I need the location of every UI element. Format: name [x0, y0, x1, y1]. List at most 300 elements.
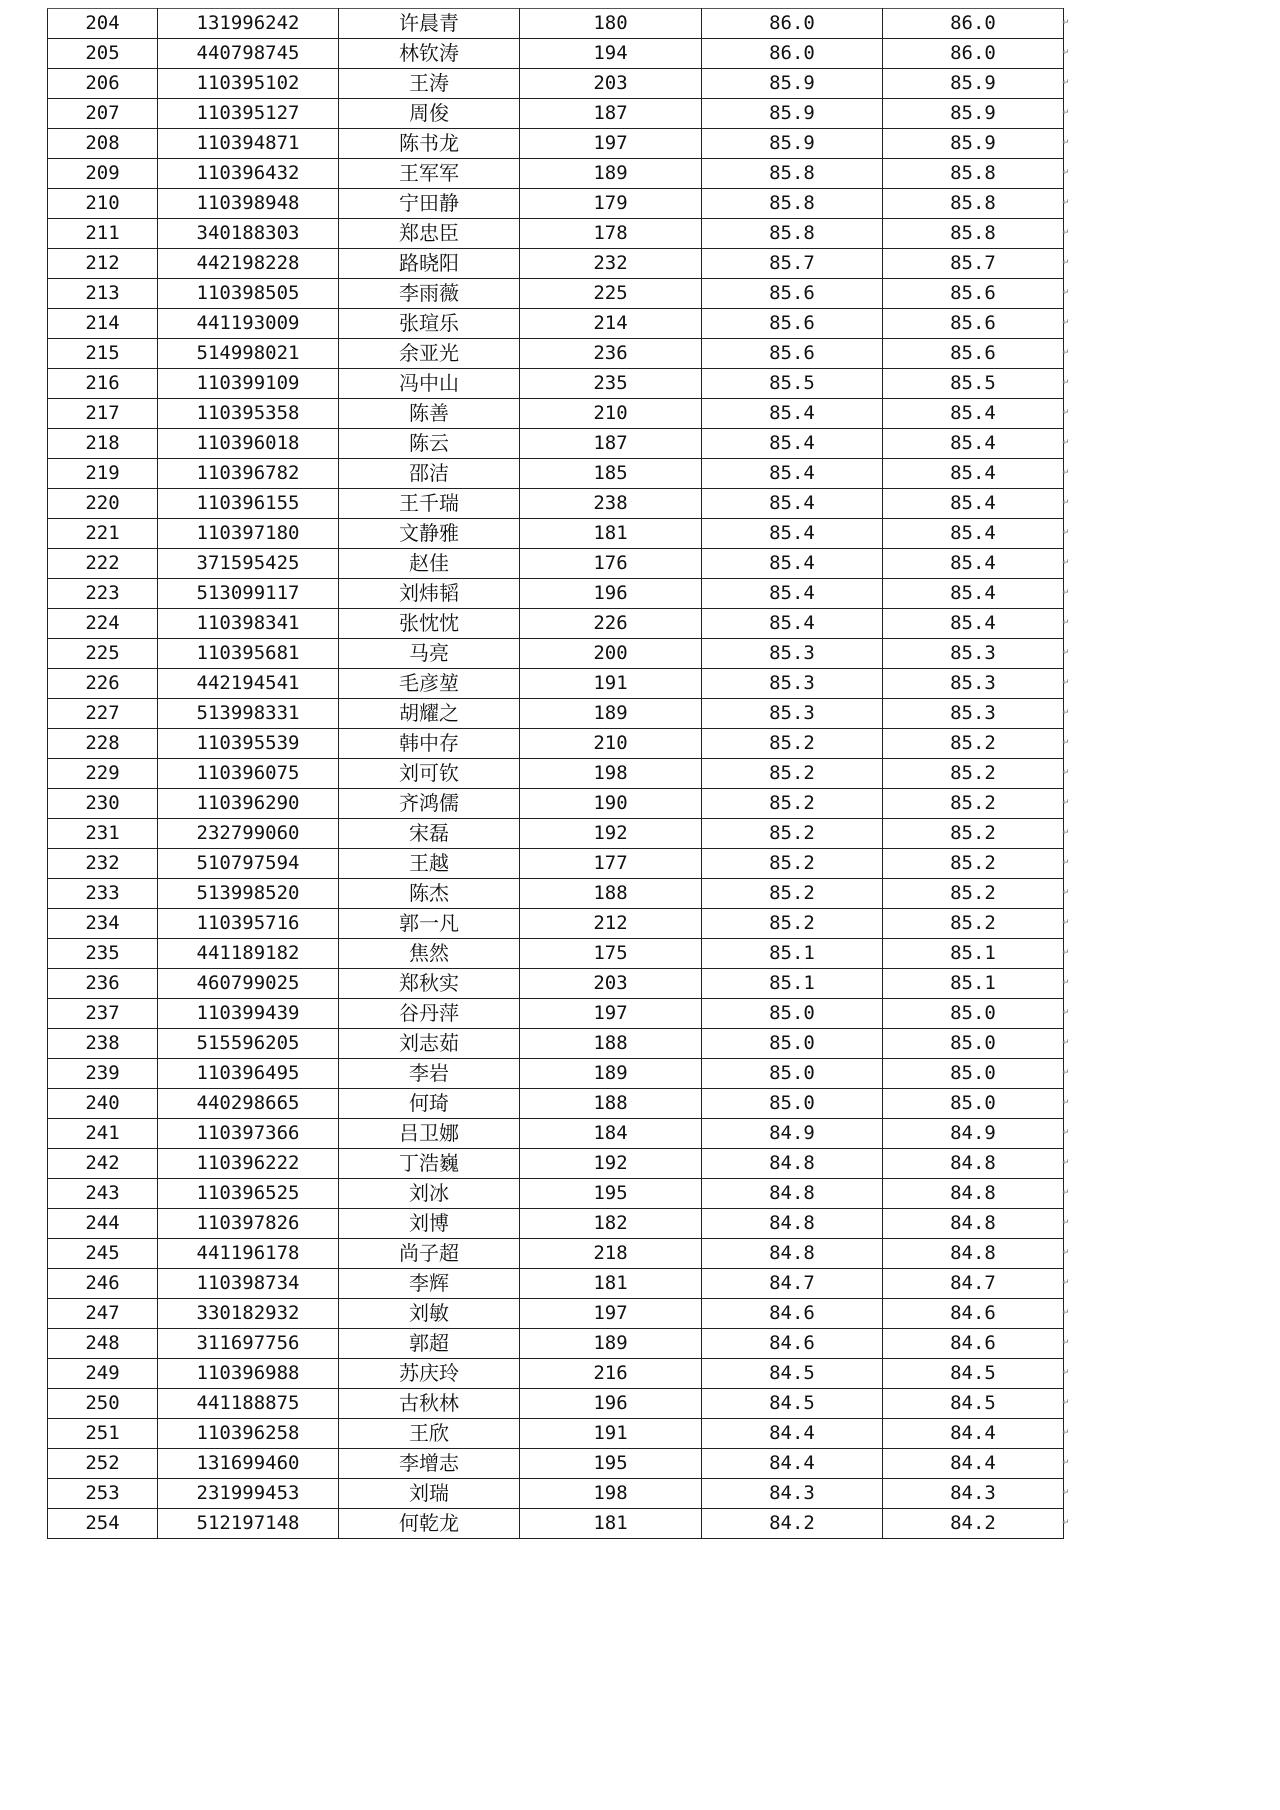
- interview-score-cell: 84.8: [702, 1179, 883, 1209]
- total-score-cell: 85.7: [883, 249, 1064, 279]
- name-cell: 苏庆玲: [339, 1359, 520, 1389]
- name-cell: 王欣: [339, 1419, 520, 1449]
- total-score-cell: 84.8: [883, 1239, 1064, 1269]
- exam-id-cell: 110398341: [158, 609, 339, 639]
- name-cell: 刘敏: [339, 1299, 520, 1329]
- total-score-cell: 84.8: [883, 1179, 1064, 1209]
- table-row: [48, 1269, 1064, 1299]
- rank-cell: 241: [48, 1119, 158, 1149]
- written-score-cell: 235: [520, 369, 702, 399]
- name-cell: 宁田静: [339, 189, 520, 219]
- written-score-cell: 203: [520, 969, 702, 999]
- table-row: [48, 1119, 1064, 1149]
- total-score-cell: 85.4: [883, 399, 1064, 429]
- interview-score-cell: 84.6: [702, 1329, 883, 1359]
- exam-id-cell: 110395716: [158, 909, 339, 939]
- written-score-cell: 175: [520, 939, 702, 969]
- interview-score-cell: 84.6: [702, 1299, 883, 1329]
- exam-id-cell: 513998331: [158, 699, 339, 729]
- table-row: [48, 339, 1064, 369]
- written-score-cell: 196: [520, 1389, 702, 1419]
- name-cell: 郑忠臣: [339, 219, 520, 249]
- rank-cell: 246: [48, 1269, 158, 1299]
- exam-id-cell: 131699460: [158, 1449, 339, 1479]
- written-score-cell: 216: [520, 1359, 702, 1389]
- total-score-cell: 85.4: [883, 549, 1064, 579]
- row-end-mark: ↵: [1062, 48, 1070, 58]
- interview-score-cell: 84.4: [702, 1449, 883, 1479]
- table-row: [48, 1479, 1064, 1509]
- interview-score-cell: 86.0: [702, 39, 883, 69]
- total-score-cell: 85.6: [883, 279, 1064, 309]
- exam-id-cell: 513099117: [158, 579, 339, 609]
- rank-cell: 238: [48, 1029, 158, 1059]
- name-cell: 许晨青: [339, 9, 520, 39]
- rank-cell: 229: [48, 759, 158, 789]
- table-row: [48, 519, 1064, 549]
- name-cell: 郑秋实: [339, 969, 520, 999]
- total-score-cell: 85.5: [883, 369, 1064, 399]
- row-end-mark: ↵: [1062, 318, 1070, 328]
- row-end-mark: ↵: [1062, 1278, 1070, 1288]
- total-score-cell: 85.0: [883, 1059, 1064, 1089]
- interview-score-cell: 85.5: [702, 369, 883, 399]
- interview-score-cell: 85.3: [702, 639, 883, 669]
- name-cell: 吕卫娜: [339, 1119, 520, 1149]
- name-cell: 刘志茹: [339, 1029, 520, 1059]
- rank-cell: 228: [48, 729, 158, 759]
- row-end-mark: ↵: [1062, 1308, 1070, 1318]
- rank-cell: 209: [48, 159, 158, 189]
- exam-id-cell: 110395102: [158, 69, 339, 99]
- rank-cell: 233: [48, 879, 158, 909]
- exam-id-cell: 110398505: [158, 279, 339, 309]
- exam-id-cell: 110399109: [158, 369, 339, 399]
- name-cell: 张忱忱: [339, 609, 520, 639]
- total-score-cell: 85.4: [883, 459, 1064, 489]
- table-row: [48, 789, 1064, 819]
- exam-id-cell: 515596205: [158, 1029, 339, 1059]
- table-row: [48, 189, 1064, 219]
- written-score-cell: 190: [520, 789, 702, 819]
- row-end-mark: ↵: [1062, 1488, 1070, 1498]
- table-row: [48, 1089, 1064, 1119]
- exam-id-cell: 110397366: [158, 1119, 339, 1149]
- rank-cell: 205: [48, 39, 158, 69]
- interview-score-cell: 85.6: [702, 279, 883, 309]
- exam-id-cell: 110396290: [158, 789, 339, 819]
- interview-score-cell: 85.2: [702, 909, 883, 939]
- rank-cell: 208: [48, 129, 158, 159]
- table-row: [48, 639, 1064, 669]
- name-cell: 谷丹萍: [339, 999, 520, 1029]
- name-cell: 刘瑞: [339, 1479, 520, 1509]
- name-cell: 王千瑞: [339, 489, 520, 519]
- table-row: [48, 549, 1064, 579]
- rank-cell: 225: [48, 639, 158, 669]
- total-score-cell: 84.3: [883, 1479, 1064, 1509]
- total-score-cell: 85.4: [883, 519, 1064, 549]
- name-cell: 李岩: [339, 1059, 520, 1089]
- rank-cell: 242: [48, 1149, 158, 1179]
- row-end-mark: ↵: [1062, 1338, 1070, 1348]
- table-row: [48, 429, 1064, 459]
- rank-cell: 253: [48, 1479, 158, 1509]
- name-cell: 林钦涛: [339, 39, 520, 69]
- name-cell: 周俊: [339, 99, 520, 129]
- row-end-mark: ↵: [1062, 588, 1070, 598]
- rank-cell: 239: [48, 1059, 158, 1089]
- total-score-cell: 85.6: [883, 339, 1064, 369]
- total-score-cell: 85.9: [883, 129, 1064, 159]
- rank-cell: 219: [48, 459, 158, 489]
- rank-cell: 216: [48, 369, 158, 399]
- rank-cell: 223: [48, 579, 158, 609]
- written-score-cell: 188: [520, 1089, 702, 1119]
- written-score-cell: 232: [520, 249, 702, 279]
- table-row: [48, 909, 1064, 939]
- table-row: [48, 159, 1064, 189]
- name-cell: 路晓阳: [339, 249, 520, 279]
- written-score-cell: 198: [520, 759, 702, 789]
- row-end-mark: ↵: [1062, 1128, 1070, 1138]
- total-score-cell: 85.2: [883, 789, 1064, 819]
- row-end-mark: ↵: [1062, 138, 1070, 148]
- exam-id-cell: 110396018: [158, 429, 339, 459]
- name-cell: 陈云: [339, 429, 520, 459]
- written-score-cell: 210: [520, 729, 702, 759]
- table-row: [48, 489, 1064, 519]
- written-score-cell: 226: [520, 609, 702, 639]
- total-score-cell: 85.0: [883, 1029, 1064, 1059]
- rank-cell: 210: [48, 189, 158, 219]
- table-row: [48, 1239, 1064, 1269]
- row-end-mark: ↵: [1062, 108, 1070, 118]
- row-end-mark: ↵: [1062, 1158, 1070, 1168]
- row-end-mark: ↵: [1062, 528, 1070, 538]
- rank-cell: 251: [48, 1419, 158, 1449]
- row-end-mark: ↵: [1062, 1368, 1070, 1378]
- exam-id-cell: 110398734: [158, 1269, 339, 1299]
- total-score-cell: 85.6: [883, 309, 1064, 339]
- written-score-cell: 195: [520, 1449, 702, 1479]
- total-score-cell: 84.4: [883, 1449, 1064, 1479]
- exam-id-cell: 330182932: [158, 1299, 339, 1329]
- table-row: [48, 1389, 1064, 1419]
- total-score-cell: 85.8: [883, 189, 1064, 219]
- written-score-cell: 187: [520, 429, 702, 459]
- name-cell: 邵洁: [339, 459, 520, 489]
- row-end-mark: ↵: [1062, 798, 1070, 808]
- interview-score-cell: 84.2: [702, 1509, 883, 1539]
- interview-score-cell: 84.4: [702, 1419, 883, 1449]
- name-cell: 张瑄乐: [339, 309, 520, 339]
- total-score-cell: 85.2: [883, 729, 1064, 759]
- name-cell: 王涛: [339, 69, 520, 99]
- interview-score-cell: 84.8: [702, 1209, 883, 1239]
- interview-score-cell: 85.1: [702, 969, 883, 999]
- table-row: [48, 1209, 1064, 1239]
- row-end-mark: ↵: [1062, 858, 1070, 868]
- interview-score-cell: 85.4: [702, 459, 883, 489]
- exam-id-cell: 110395127: [158, 99, 339, 129]
- total-score-cell: 84.5: [883, 1389, 1064, 1419]
- exam-id-cell: 110395681: [158, 639, 339, 669]
- total-score-cell: 85.2: [883, 879, 1064, 909]
- name-cell: 毛彦堃: [339, 669, 520, 699]
- exam-id-cell: 460799025: [158, 969, 339, 999]
- table-row: [48, 369, 1064, 399]
- interview-score-cell: 84.5: [702, 1389, 883, 1419]
- row-end-mark: ↵: [1062, 288, 1070, 298]
- table-row: [48, 669, 1064, 699]
- interview-score-cell: 85.0: [702, 1029, 883, 1059]
- table-row: [48, 279, 1064, 309]
- exam-id-cell: 231999453: [158, 1479, 339, 1509]
- rank-cell: 227: [48, 699, 158, 729]
- table-row: [48, 939, 1064, 969]
- row-end-mark: ↵: [1062, 1458, 1070, 1468]
- rank-cell: 220: [48, 489, 158, 519]
- rank-cell: 215: [48, 339, 158, 369]
- rank-cell: 254: [48, 1509, 158, 1539]
- rank-cell: 244: [48, 1209, 158, 1239]
- row-end-mark: ↵: [1062, 678, 1070, 688]
- total-score-cell: 85.3: [883, 639, 1064, 669]
- total-score-cell: 84.2: [883, 1509, 1064, 1539]
- interview-score-cell: 85.4: [702, 399, 883, 429]
- written-score-cell: 191: [520, 1419, 702, 1449]
- exam-id-cell: 441196178: [158, 1239, 339, 1269]
- total-score-cell: 86.0: [883, 9, 1064, 39]
- name-cell: 刘博: [339, 1209, 520, 1239]
- table-row: [48, 249, 1064, 279]
- table-row: [48, 1029, 1064, 1059]
- interview-score-cell: 85.0: [702, 999, 883, 1029]
- rank-cell: 236: [48, 969, 158, 999]
- exam-id-cell: 110398948: [158, 189, 339, 219]
- table-row: [48, 849, 1064, 879]
- name-cell: 刘炜韬: [339, 579, 520, 609]
- table-row: [48, 969, 1064, 999]
- name-cell: 焦然: [339, 939, 520, 969]
- rank-cell: 252: [48, 1449, 158, 1479]
- exam-id-cell: 110396222: [158, 1149, 339, 1179]
- total-score-cell: 85.3: [883, 669, 1064, 699]
- score-table-body: [48, 9, 1064, 1539]
- interview-score-cell: 84.7: [702, 1269, 883, 1299]
- row-end-mark: ↵: [1062, 1038, 1070, 1048]
- table-row: [48, 1359, 1064, 1389]
- total-score-cell: 85.8: [883, 159, 1064, 189]
- exam-id-cell: 440798745: [158, 39, 339, 69]
- total-score-cell: 85.4: [883, 609, 1064, 639]
- rank-cell: 206: [48, 69, 158, 99]
- rank-cell: 218: [48, 429, 158, 459]
- row-end-mark: ↵: [1062, 1398, 1070, 1408]
- total-score-cell: 84.5: [883, 1359, 1064, 1389]
- row-end-mark: ↵: [1062, 888, 1070, 898]
- rank-cell: 224: [48, 609, 158, 639]
- table-row: [48, 1419, 1064, 1449]
- exam-id-cell: 442194541: [158, 669, 339, 699]
- name-cell: 郭一凡: [339, 909, 520, 939]
- row-end-mark: ↵: [1062, 978, 1070, 988]
- written-score-cell: 236: [520, 339, 702, 369]
- table-row: [48, 1179, 1064, 1209]
- written-score-cell: 178: [520, 219, 702, 249]
- name-cell: 王越: [339, 849, 520, 879]
- exam-id-cell: 110397180: [158, 519, 339, 549]
- row-end-mark: ↵: [1062, 918, 1070, 928]
- written-score-cell: 180: [520, 9, 702, 39]
- table-row: [48, 1449, 1064, 1479]
- table-row: [48, 759, 1064, 789]
- row-end-mark: ↵: [1062, 228, 1070, 238]
- written-score-cell: 176: [520, 549, 702, 579]
- row-end-mark: ↵: [1062, 168, 1070, 178]
- exam-id-cell: 110399439: [158, 999, 339, 1029]
- table-row: [48, 1329, 1064, 1359]
- name-cell: 古秋林: [339, 1389, 520, 1419]
- interview-score-cell: 85.3: [702, 699, 883, 729]
- total-score-cell: 85.1: [883, 939, 1064, 969]
- rank-cell: 247: [48, 1299, 158, 1329]
- row-end-mark: ↵: [1062, 18, 1070, 28]
- name-cell: 韩中存: [339, 729, 520, 759]
- exam-id-cell: 440298665: [158, 1089, 339, 1119]
- row-end-mark: ↵: [1062, 708, 1070, 718]
- table-row: [48, 129, 1064, 159]
- written-score-cell: 184: [520, 1119, 702, 1149]
- total-score-cell: 85.4: [883, 579, 1064, 609]
- table-row: [48, 819, 1064, 849]
- written-score-cell: 189: [520, 1329, 702, 1359]
- name-cell: 冯中山: [339, 369, 520, 399]
- exam-id-cell: 110396432: [158, 159, 339, 189]
- written-score-cell: 189: [520, 159, 702, 189]
- interview-score-cell: 85.2: [702, 849, 883, 879]
- exam-id-cell: 110396258: [158, 1419, 339, 1449]
- written-score-cell: 179: [520, 189, 702, 219]
- row-end-mark: ↵: [1062, 408, 1070, 418]
- written-score-cell: 192: [520, 1149, 702, 1179]
- row-end-mark: ↵: [1062, 498, 1070, 508]
- total-score-cell: 85.4: [883, 429, 1064, 459]
- interview-score-cell: 85.2: [702, 879, 883, 909]
- name-cell: 刘冰: [339, 1179, 520, 1209]
- total-score-cell: 84.7: [883, 1269, 1064, 1299]
- interview-score-cell: 85.0: [702, 1089, 883, 1119]
- name-cell: 余亚光: [339, 339, 520, 369]
- rank-cell: 237: [48, 999, 158, 1029]
- row-end-mark: ↵: [1062, 738, 1070, 748]
- interview-score-cell: 85.2: [702, 759, 883, 789]
- total-score-cell: 84.6: [883, 1329, 1064, 1359]
- table-row: [48, 99, 1064, 129]
- row-end-mark: ↵: [1062, 438, 1070, 448]
- rank-cell: 211: [48, 219, 158, 249]
- interview-score-cell: 84.8: [702, 1149, 883, 1179]
- name-cell: 李增志: [339, 1449, 520, 1479]
- name-cell: 尚子超: [339, 1239, 520, 1269]
- interview-score-cell: 85.0: [702, 1059, 883, 1089]
- table-row: [48, 1059, 1064, 1089]
- name-cell: 何乾龙: [339, 1509, 520, 1539]
- row-end-mark: ↵: [1062, 468, 1070, 478]
- exam-id-cell: 110396075: [158, 759, 339, 789]
- exam-id-cell: 232799060: [158, 819, 339, 849]
- name-cell: 李雨薇: [339, 279, 520, 309]
- exam-id-cell: 311697756: [158, 1329, 339, 1359]
- exam-id-cell: 441189182: [158, 939, 339, 969]
- exam-id-cell: 512197148: [158, 1509, 339, 1539]
- interview-score-cell: 86.0: [702, 9, 883, 39]
- rank-cell: 221: [48, 519, 158, 549]
- total-score-cell: 84.6: [883, 1299, 1064, 1329]
- written-score-cell: 196: [520, 579, 702, 609]
- total-score-cell: 85.2: [883, 759, 1064, 789]
- row-end-mark: ↵: [1062, 768, 1070, 778]
- row-end-mark: ↵: [1062, 1188, 1070, 1198]
- table-row: [48, 1149, 1064, 1179]
- row-end-mark: ↵: [1062, 198, 1070, 208]
- written-score-cell: 192: [520, 819, 702, 849]
- total-score-cell: 85.2: [883, 909, 1064, 939]
- interview-score-cell: 85.1: [702, 939, 883, 969]
- total-score-cell: 84.8: [883, 1149, 1064, 1179]
- interview-score-cell: 85.6: [702, 309, 883, 339]
- name-cell: 刘可钦: [339, 759, 520, 789]
- row-end-mark: ↵: [1062, 1098, 1070, 1108]
- row-end-mark: ↵: [1062, 378, 1070, 388]
- exam-id-cell: 442198228: [158, 249, 339, 279]
- interview-score-cell: 85.8: [702, 189, 883, 219]
- table-row: [48, 609, 1064, 639]
- table-row: [48, 999, 1064, 1029]
- written-score-cell: 182: [520, 1209, 702, 1239]
- interview-score-cell: 85.2: [702, 819, 883, 849]
- exam-id-cell: 340188303: [158, 219, 339, 249]
- rank-cell: 243: [48, 1179, 158, 1209]
- row-end-mark: ↵: [1062, 1518, 1070, 1528]
- table-row: [48, 219, 1064, 249]
- rank-cell: 245: [48, 1239, 158, 1269]
- table-row: [48, 39, 1064, 69]
- table-row: [48, 1299, 1064, 1329]
- row-end-mark: ↵: [1062, 1008, 1070, 1018]
- table-row: [48, 69, 1064, 99]
- interview-score-cell: 85.4: [702, 429, 883, 459]
- written-score-cell: 198: [520, 1479, 702, 1509]
- written-score-cell: 197: [520, 1299, 702, 1329]
- table-row: [48, 459, 1064, 489]
- interview-score-cell: 85.8: [702, 219, 883, 249]
- rank-cell: 235: [48, 939, 158, 969]
- interview-score-cell: 85.4: [702, 609, 883, 639]
- table-row: [48, 309, 1064, 339]
- written-score-cell: 197: [520, 999, 702, 1029]
- name-cell: 赵佳: [339, 549, 520, 579]
- written-score-cell: 194: [520, 39, 702, 69]
- interview-score-cell: 85.8: [702, 159, 883, 189]
- name-cell: 王军军: [339, 159, 520, 189]
- total-score-cell: 85.9: [883, 69, 1064, 99]
- exam-id-cell: 514998021: [158, 339, 339, 369]
- table-row: [48, 1509, 1064, 1539]
- interview-score-cell: 85.6: [702, 339, 883, 369]
- written-score-cell: 187: [520, 99, 702, 129]
